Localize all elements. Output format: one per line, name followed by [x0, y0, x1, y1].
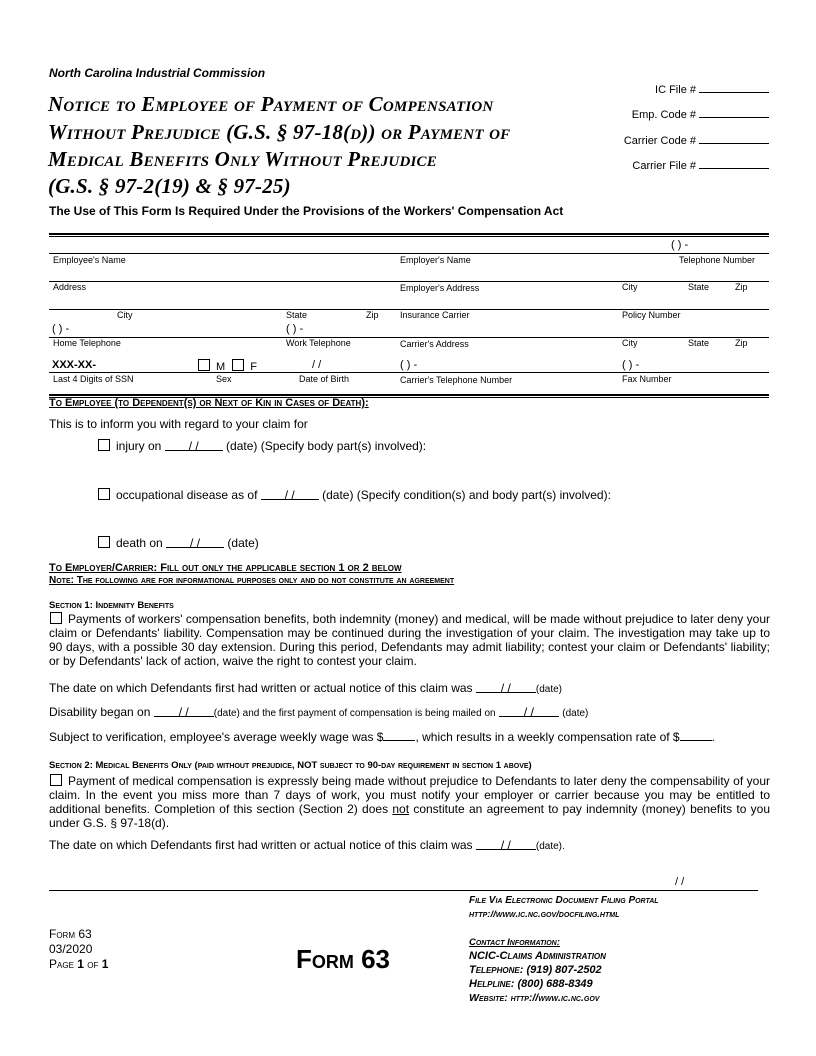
signature-line — [49, 890, 758, 891]
disability-mid: (date) and the first payment of compensation is being mailed on — [213, 708, 496, 719]
address-label: Address — [53, 282, 87, 292]
section2-notice-date[interactable]: / / — [476, 838, 536, 850]
section1-text: Payments of workers' compensation benefits, both indemnity (money) and medical, will be made without prejudice to later deny your claim or Defendants' liability. Compensation may be continued during the investigation of your claim. The investigation may take up to 90 days, with a possible 30 day extension. During this period, Defendants may admit liability; contest your claim or Defendants' liability; or by Defendants' lack of action, waive the right to contest your claim. — [49, 612, 770, 668]
section2-text-not: not — [392, 802, 410, 816]
top-double-rule-2 — [49, 236, 769, 237]
ssn-label: Last 4 Digits of SSN — [53, 374, 134, 384]
contact-org: NCIC-Claims Administration — [469, 950, 606, 962]
sex-f-label: F — [250, 361, 257, 373]
wage-prefix: Subject to verification, employee's average weekly wage was $ — [49, 730, 384, 744]
claim-intro: This is to inform you with regard to your claim for — [49, 417, 308, 431]
contact-website[interactable]: Website: http://www.ic.nc.gov — [469, 992, 600, 1004]
disease-date-field[interactable]: / / — [261, 488, 319, 500]
ic-file-label: IC File # — [655, 84, 696, 96]
section1-notice-date-word: (date) — [535, 684, 563, 695]
agency-name: North Carolina Industrial Commission — [49, 66, 266, 80]
section1-notice-date[interactable]: / / — [476, 681, 536, 693]
row-rule-1 — [49, 253, 769, 254]
carrier-state-label: State — [688, 338, 710, 348]
employer-city-label: City — [622, 282, 638, 292]
carrier-phone-label: Carrier's Telephone Number — [400, 375, 513, 385]
death-date-field[interactable]: / / — [166, 536, 224, 548]
injury-prefix: injury on — [116, 439, 162, 453]
dob-label: Date of Birth — [299, 374, 350, 384]
sex-m-checkbox[interactable] — [198, 359, 210, 371]
fax-value[interactable]: ( ) - — [622, 359, 640, 371]
ssn-value[interactable]: XXX-XX- — [52, 359, 97, 371]
sex-m-label: M — [216, 361, 226, 373]
home-telephone-label: Home Telephone — [53, 338, 121, 348]
disease-row — [98, 488, 611, 502]
death-checkbox[interactable] — [98, 536, 110, 548]
payment-date-word: (date) — [562, 708, 589, 719]
home-phone-value[interactable]: ( ) - — [52, 323, 70, 335]
section2-paragraph — [49, 774, 770, 830]
carrier-file-field[interactable] — [632, 158, 769, 172]
wage-mid: , which results in a weekly compensation rate of $ — [415, 730, 680, 744]
form-title-line-3: Medical Benefits Only Without Prejudice — [48, 147, 437, 171]
disease-suffix: (date) (Specify condition(s) and body part(s) involved): — [322, 488, 611, 502]
file-url-link[interactable]: http://www.ic.nc.gov/docfiling.html — [469, 909, 620, 920]
section2-notice-row — [49, 838, 565, 852]
death-prefix: death on — [116, 536, 163, 550]
employee-section-heading: To Employee (to Dependent(s) or Next of Kin in Cases of Death): — [49, 397, 369, 409]
emp-code-label: Emp. Code # — [631, 109, 696, 121]
page-word: Page — [49, 957, 74, 971]
fax-label: Fax Number — [622, 374, 672, 384]
signature-date[interactable]: / / — [675, 876, 685, 888]
injury-row — [98, 439, 426, 453]
compensation-rate-field[interactable] — [680, 729, 712, 741]
death-suffix: (date) — [227, 536, 259, 550]
carrier-city-label: City — [622, 338, 638, 348]
form-title-line-2: Without Prejudice (G.S. § 97-18(d)) or Payment of — [48, 120, 511, 144]
section1-paragraph — [49, 612, 770, 668]
insurance-carrier-label: Insurance Carrier — [400, 310, 470, 320]
employee-state-label: State — [286, 310, 308, 320]
file-via-text: File Via Electronic Document Filing Portal — [469, 895, 659, 906]
carrier-phone-value[interactable]: ( ) - — [400, 359, 418, 371]
injury-suffix: (date) (Specify body part(s) involved): — [226, 439, 427, 453]
injury-date-field[interactable]: / / — [165, 439, 223, 451]
form-title-line-1: Notice to Employee of Payment of Compensation — [48, 92, 494, 116]
top-double-rule — [49, 233, 769, 235]
form-subtitle: The Use of This Form Is Required Under the Provisions of the Workers' Compensation Act — [49, 204, 564, 218]
payment-mailed-date[interactable]: / / — [499, 705, 559, 717]
employee-name-label: Employee's Name — [53, 255, 126, 265]
sex-checkboxes — [198, 359, 257, 373]
carrier-zip-label: Zip — [735, 338, 748, 348]
carrier-file-label: Carrier File # — [632, 160, 696, 172]
wage-period: . — [711, 730, 715, 744]
employer-section-note: Note: The following are for informational purposes only and do not constitute an agreement — [49, 575, 455, 586]
work-phone-value[interactable]: ( ) - — [286, 323, 304, 335]
form-title-big: Form 63 — [296, 944, 391, 974]
form-date: 03/2020 — [49, 942, 93, 956]
ic-file-field[interactable] — [655, 82, 769, 96]
page-total: 1 — [101, 957, 109, 971]
employer-section-heading: To Employer/Carrier: Fill out only the applicable section 1 or 2 below — [49, 562, 402, 574]
average-weekly-wage-field[interactable] — [383, 729, 415, 741]
employer-address-label: Employer's Address — [400, 283, 480, 293]
section2-text-2: constitute an agreement to pay indemnity (money) benefits to you under G.S. § 97-18(d). — [49, 802, 771, 830]
form-title-line-4: (G.S. § 97-2(19) & § 97-25) — [48, 174, 291, 198]
page-current: 1 — [77, 957, 84, 971]
policy-number-label: Policy Number — [622, 310, 681, 320]
employer-zip-label: Zip — [735, 282, 748, 292]
disease-checkbox[interactable] — [98, 488, 110, 500]
wage-row — [49, 729, 715, 744]
section2-notice-label: The date on which Defendants first had written or actual notice of this claim was — [49, 838, 473, 852]
sex-label: Sex — [216, 374, 232, 384]
section1-notice-row — [49, 681, 562, 695]
disability-date[interactable]: / / — [154, 705, 214, 717]
carrier-code-field[interactable] — [624, 133, 769, 147]
employee-city-label: City — [117, 310, 133, 320]
mid-double-rule — [49, 394, 769, 396]
dob-value[interactable]: / / — [312, 359, 322, 371]
telephone-number-label: Telephone Number — [679, 255, 756, 265]
row-rule-5 — [49, 372, 769, 373]
carrier-code-label: Carrier Code # — [623, 135, 696, 147]
contact-telephone: Telephone: (919) 807-2502 — [469, 964, 602, 976]
disability-prefix: Disability began on — [49, 705, 151, 719]
sex-f-checkbox[interactable] — [232, 359, 244, 371]
row-rule-4 — [49, 337, 769, 338]
contact-helpline: Helpline: (800) 688-8349 — [469, 978, 593, 990]
contact-heading: Contact Information: — [469, 937, 560, 948]
carrier-address-label: Carrier's Address — [400, 339, 469, 349]
section2-text-1: Payment of medical compensation is expressly being made without prejudice to Defendants to later deny the compensability of your claim. In the event you miss more than 7 days of work, you must notify your employer or carrier because you may be entitled to additional benefits. Completion of this section (Section 2) does — [49, 774, 770, 816]
injury-checkbox[interactable] — [98, 439, 110, 451]
disease-prefix: occupational disease as of — [116, 488, 258, 502]
row-rule-2 — [49, 281, 769, 282]
employer-name-label: Employer's Name — [400, 255, 471, 265]
employer-state-label: State — [688, 282, 710, 292]
section2-heading: Section 2: Medical Benefits Only (paid without prejudice, NOT subject to 90-day requirement in section 1 above) — [49, 760, 532, 771]
section1-notice-label: The date on which Defendants first had written or actual notice of this claim was — [49, 681, 473, 695]
emp-code-field[interactable] — [632, 107, 769, 121]
work-telephone-label: Work Telephone — [286, 338, 351, 348]
death-row — [98, 536, 259, 550]
page-of: of — [87, 957, 99, 971]
section2-notice-date-word: (date). — [535, 841, 565, 852]
section1-checkbox[interactable] — [50, 612, 62, 624]
section2-checkbox[interactable] — [50, 774, 62, 786]
section1-heading: Section 1: Indemnity Benefits — [49, 600, 174, 611]
page-number — [49, 957, 108, 971]
employer-phone-value[interactable]: ( ) - — [671, 239, 689, 251]
employee-zip-label: Zip — [366, 310, 379, 320]
form-name-small: Form 63 — [49, 927, 92, 941]
disability-row — [49, 705, 588, 719]
